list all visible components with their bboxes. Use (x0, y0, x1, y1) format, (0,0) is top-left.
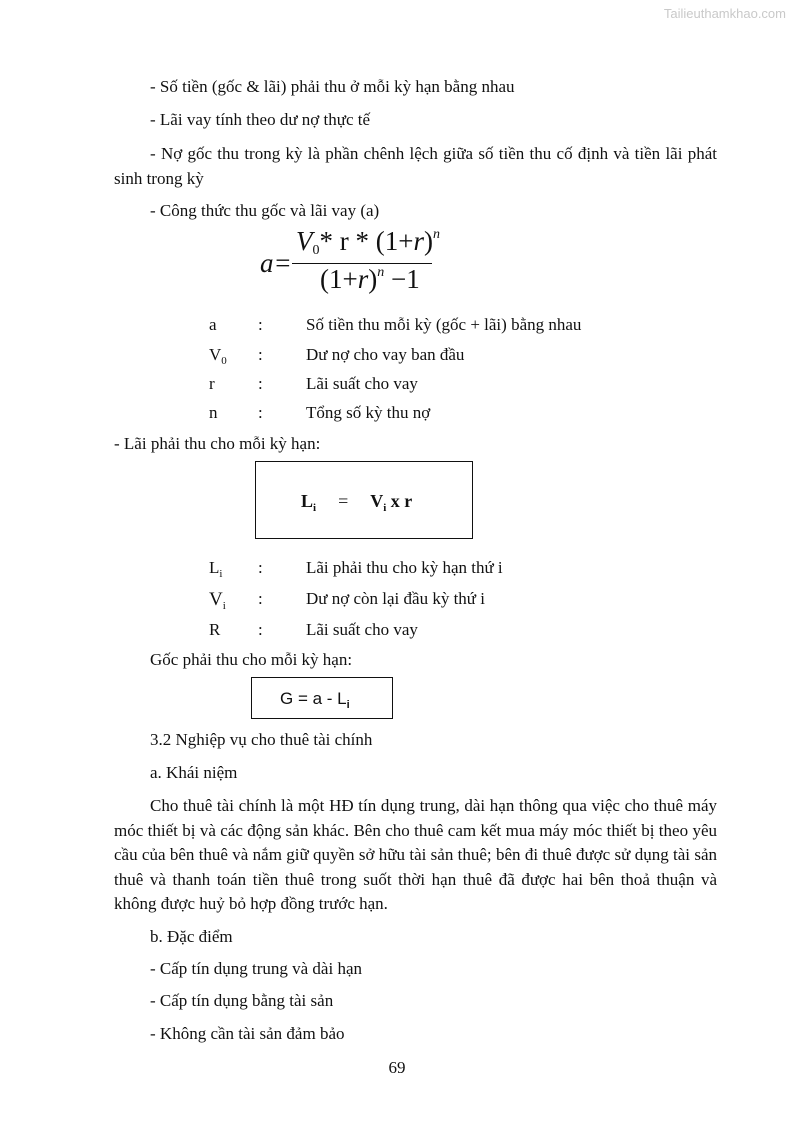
legend-value: Lãi suất cho vay (306, 374, 418, 393)
legend-value: Lãi phải thu cho kỳ hạn thứ i (306, 558, 503, 577)
legend-value: Dư nợ còn lại đầu kỳ thứ i (306, 589, 485, 608)
section-heading: 3.2 Nghiệp vụ cho thuê tài chính (150, 730, 373, 749)
principal-formula: $G = a - L_i$ (280, 689, 350, 711)
legend-key: $V_0$ (209, 345, 227, 367)
legend-value: Lãi suất cho vay (306, 620, 418, 639)
legend-key: a (209, 315, 217, 334)
concept-paragraph: Cho thuê tài chính là một HĐ tín dụng trung, dài hạn thông qua việc cho thuê máy móc thiết bị và các động sản khác. Bên cho thuê cam kết mua máy móc thiết bị theo yêu cầu của bên thuê và nắm giữ quyền sở hữu tài sản thuê; bên đi thuê được sử dụng tài sản thuê và thanh toán tiền thuê trong suốt thời hạn thuê đã được hai bên thoả thuận và không được huỷ bỏ hợp đồng trước hạn. (114, 796, 717, 914)
legend-colon: : (258, 558, 263, 577)
principal-intro: Gốc phải thu cho mỗi kỳ hạn: (150, 650, 353, 669)
bullet-equal-payment: - Số tiền (gốc & lãi) phải thu ở mỗi kỳ hạn bằng nhau (150, 77, 515, 96)
legend-colon: : (258, 345, 263, 364)
interest-intro: - Lãi phải thu cho mỗi kỳ hạn: (114, 434, 321, 453)
legend-value: Dư nợ cho vay ban đầu (306, 345, 465, 364)
formula-numerator: $V_0*$ $r * (1+r)^n$ (296, 226, 440, 258)
legend-value: Số tiền thu mỗi kỳ (gốc + lãi) bằng nhau (306, 315, 582, 334)
principal-paragraph: - Nợ gốc thu trong kỳ là phần chênh lệch giữa số tiền thu cố định và tiền lãi phát sinh trong kỳ (114, 144, 717, 188)
legend-key: $V_i$ (209, 589, 226, 612)
interest-formula: $L_i = V_i$ x r (301, 491, 413, 514)
principal-formula-box (251, 677, 393, 719)
annuity-formula (258, 228, 458, 300)
legend-colon: : (258, 620, 263, 639)
formula-denominator: $(1+r)^n -1$ (320, 264, 420, 294)
watermark: Tailieuthamkhao.com (663, 6, 786, 21)
page-number: 69 (388, 1058, 406, 1077)
feature-item: - Cấp tín dụng bằng tài sản (150, 991, 334, 1010)
legend-colon: : (258, 403, 263, 422)
legend-key: n (209, 403, 218, 422)
bullet-actual-debt-interest: - Lãi vay tính theo dư nợ thực tế (150, 110, 371, 129)
legend-colon: : (258, 589, 263, 608)
legend-key: $L_i$ (209, 558, 223, 580)
legend-value: Tổng số kỳ thu nợ (306, 403, 431, 422)
formula-intro: - Công thức thu gốc và lãi vay (a) (150, 201, 380, 220)
formula-lhs: a= (260, 248, 292, 278)
legend-key: r (209, 374, 215, 393)
legend-colon: : (258, 374, 263, 393)
feature-item: - Cấp tín dụng trung và dài hạn (150, 959, 362, 978)
legend-colon: : (258, 315, 263, 334)
feature-item: - Không cần tài sản đảm bảo (150, 1024, 345, 1043)
interest-formula-box (255, 461, 473, 539)
legend-key: R (209, 620, 221, 639)
concept-heading: a. Khái niệm (150, 763, 238, 782)
features-heading: b. Đặc điểm (150, 927, 233, 946)
